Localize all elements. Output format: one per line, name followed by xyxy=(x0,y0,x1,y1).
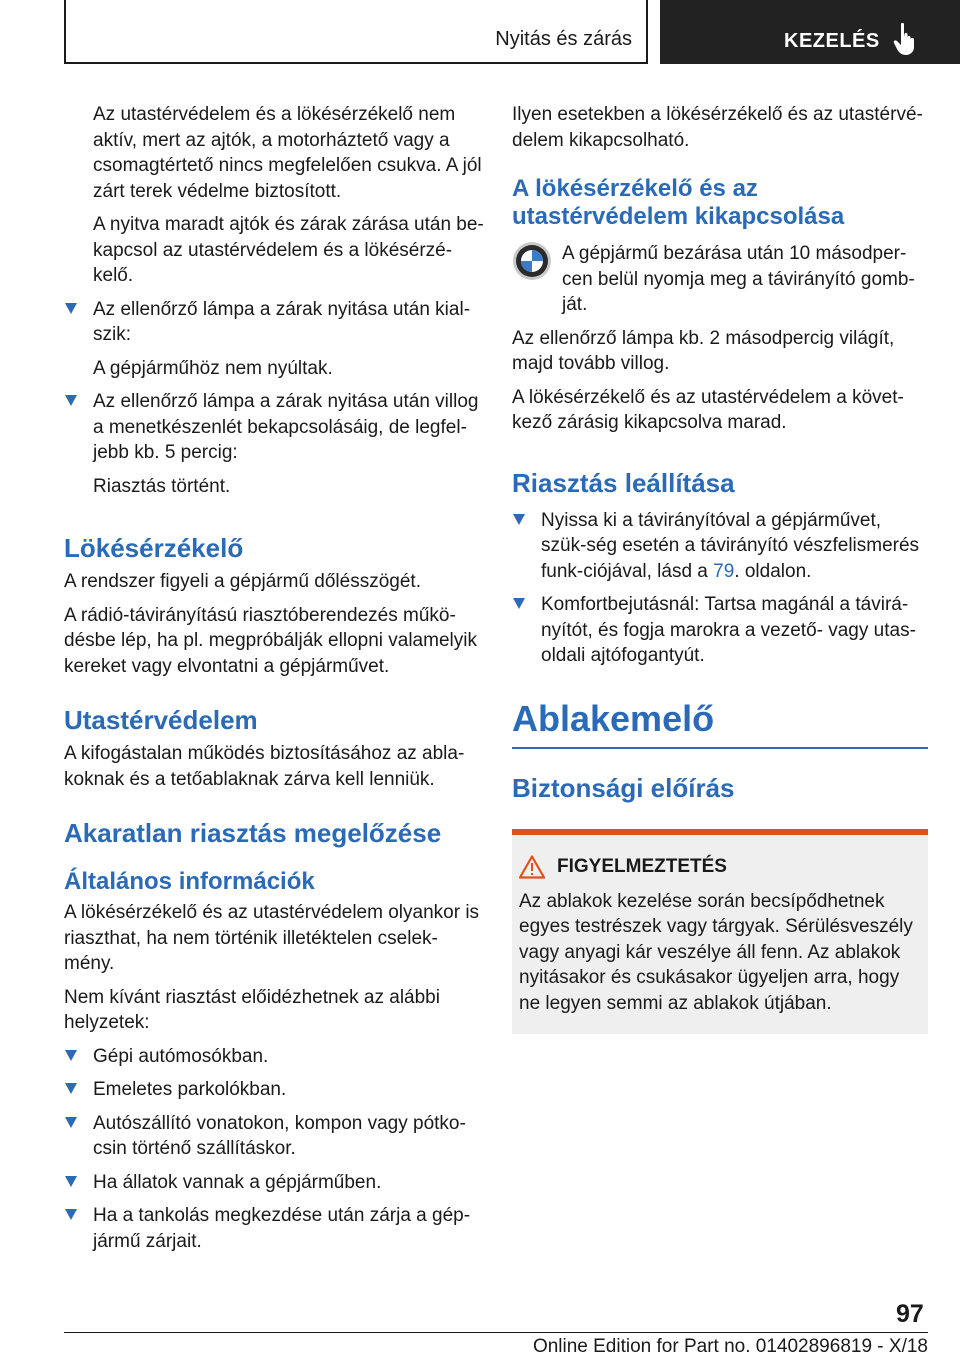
section-divider xyxy=(512,747,928,749)
bmw-key-icon xyxy=(512,241,552,281)
list-item: Az ellenőrző lámpa a zárak nyitása után villog a menetkészenlét bekapcsolásáig, de legfel-jebb kb. 5 percig: xyxy=(64,389,484,466)
paragraph: A nyitva maradt ajtók és zárak zárása után be-kapcsol az utastérvédelem és a lökésérzé-kelő. xyxy=(93,214,484,286)
footer-edition: Online Edition for Part no. 01402896819 - X/18 xyxy=(532,1336,928,1357)
footer-divider xyxy=(64,1332,928,1333)
page-number: 97 xyxy=(896,1300,924,1328)
heading-false-alarm: Akaratlan riasztás megelőzése xyxy=(64,818,442,848)
header-section-box xyxy=(64,0,648,64)
bullet-triangle-icon xyxy=(65,1117,77,1128)
heading-disable-sensors: A lökésérzékelő és az utastérvédelem kikapcsolása xyxy=(512,175,845,230)
paragraph: Riasztás történt. xyxy=(93,475,231,497)
header-chapter-title: KEZELÉS xyxy=(784,30,880,52)
paragraph: A gépjárműhöz nem nyúltak. xyxy=(93,357,333,379)
bullet-triangle-icon xyxy=(513,598,525,609)
header-chapter-tab xyxy=(660,0,960,64)
list-item: Emeletes parkolókban. xyxy=(64,1077,484,1103)
paragraph: A lökésérzékelő és az utastérvédelem olyankor is riaszthat, ha nem történik illetéktelen cselek-mény. xyxy=(64,902,480,974)
warning-triangle-icon xyxy=(519,855,545,879)
bullet-triangle-icon xyxy=(65,303,77,314)
paragraph: A rádió-távirányítású riasztóberendezés műkö-désbe lép, ha pl. megpróbálják ellopni valamelyik kereket vagy elvontatni a gépjárművet. xyxy=(64,604,477,677)
list-item: Autószállító vonatokon, kompon vagy pótko-csin történő szállításkor. xyxy=(64,1111,484,1162)
page-reference-link[interactable]: 79 xyxy=(713,560,735,582)
warning-title: FIGYELMEZTETÉS xyxy=(557,855,727,877)
warning-box xyxy=(512,829,928,1035)
heading-interior-protection: Utastérvédelem xyxy=(64,705,258,735)
heading-shock-sensor: Lökésérzékelő xyxy=(64,533,244,563)
paragraph: Nem kívánt riasztást előidézhetnek az alábbi helyzetek: xyxy=(64,986,440,1033)
list-item: Ha a tankolás megkezdése után zárja a gép-jármű zárjait. xyxy=(64,1203,484,1254)
list-item: Ha állatok vannak a gépjárműben. xyxy=(64,1170,484,1196)
warning-text: Az ablakok kezelése során becsípődhetnek egyes testrészek vagy tárgyak. Sérülésveszély vagy anyagi kár veszélye áll fenn. Az ablakok nyitásakor és csukásakor ügyeljen arra, hogy ne legyen semmi az ablakok útjában. xyxy=(519,890,913,1014)
paragraph: A kifogástalan működés biztosításához az abla-koknak és a tetőablaknak zárva kell lenniük. xyxy=(64,743,465,790)
pointing-hand-icon xyxy=(892,22,922,56)
bullet-triangle-icon xyxy=(65,395,77,406)
header-section-title: Nyitás és zárás xyxy=(495,28,632,50)
heading-general-info: Általános információk xyxy=(64,868,315,895)
bullet-triangle-icon xyxy=(65,1176,77,1187)
bullet-triangle-icon xyxy=(65,1050,77,1061)
list-item: Az ellenőrző lámpa a zárak nyitása után kial-szik: xyxy=(64,297,484,348)
heading-power-windows: Ablakemelő xyxy=(512,697,715,739)
bullet-triangle-icon xyxy=(65,1083,77,1094)
icon-paragraph: A gépjármű bezárása után 10 másodper-cen belül nyomja meg a távirányító gomb-ját. xyxy=(512,241,928,318)
paragraph: A rendszer figyeli a gépjármű dőlésszögét. xyxy=(64,571,421,592)
heading-stop-alarm: Riasztás leállítása xyxy=(512,467,735,498)
paragraph: Az utastérvédelem és a lökésérzékelő nem aktív, mert az ajtók, a motorháztető vagy a csomagtértető nincs megfelelően csukva. A jól zárt terek védelme biztosított. xyxy=(93,104,482,202)
paragraph: Az ellenőrző lámpa kb. 2 másodpercig világít, majd tovább villog. xyxy=(512,327,895,374)
bullet-triangle-icon xyxy=(65,1209,77,1220)
list-item: Gépi autómosókban. xyxy=(64,1044,484,1070)
list-item: Komfortbejutásnál: Tartsa magánál a távirá-nyítót, és fogja marokra a vezető- vagy utas-oldali ajtófogantyút. xyxy=(512,592,928,669)
heading-safety-note: Biztonsági előírás xyxy=(512,772,735,803)
warning-header xyxy=(519,855,920,879)
paragraph: Ilyen esetekben a lökésérzékelő és az utastérvé-delem kikapcsolható. xyxy=(512,104,923,151)
list-item: Nyissa ki a távirányítóval a gépjárművet, szük-ség esetén a távirányító vészfelismerés funk-ciójával, lásd a 79. oldalon. xyxy=(512,508,928,585)
left-column xyxy=(64,102,484,1262)
paragraph: A lökésérzékelő és az utastérvédelem a követ-kező zárásig kikapcsolva marad. xyxy=(512,386,904,433)
bullet-triangle-icon xyxy=(513,514,525,525)
right-column xyxy=(512,102,928,1034)
